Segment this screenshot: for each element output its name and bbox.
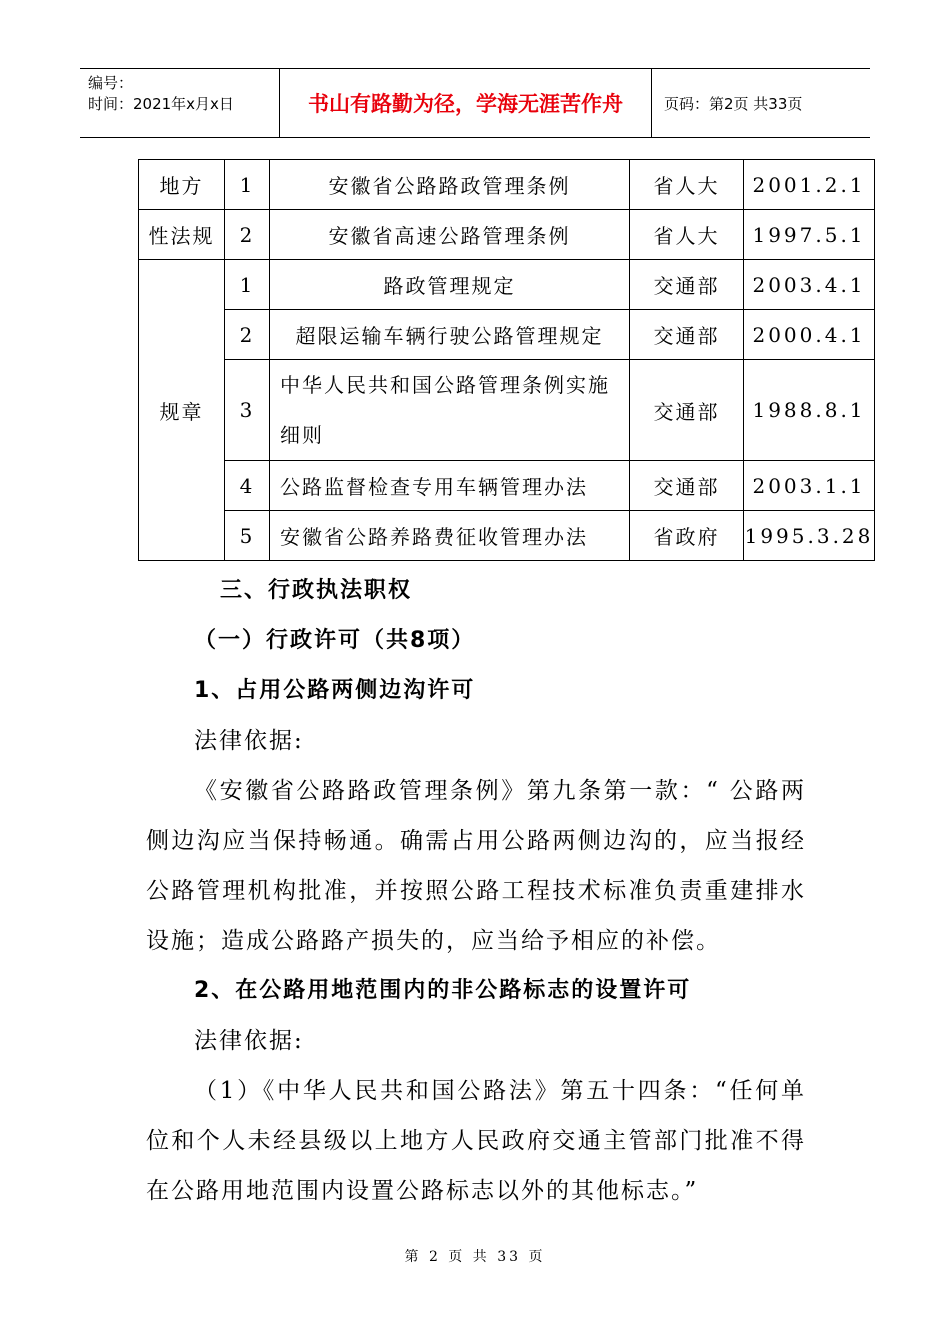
table-cell-category: 性法规 bbox=[139, 210, 225, 260]
item-paragraph-1: 《安徽省公路路政管理条例》第九条第一款：“ 公路两侧边沟应当保持畅通。确需占用公路两侧边沟的，应当报经公路管理机构批准，并按照公路工程技术标准负责重建排水设施；造成公路路产损失的，应当给予相应的补偿。 bbox=[146, 778, 806, 954]
table-row bbox=[139, 360, 875, 461]
legal-basis-label-1: 法律依据: bbox=[194, 728, 304, 754]
table-cell-number: 5 bbox=[225, 511, 270, 561]
regulation-table bbox=[138, 159, 875, 561]
table-row bbox=[139, 160, 875, 210]
table-cell-name: 路政管理规定 bbox=[270, 260, 630, 310]
table-cell-date: 2003.4.1 bbox=[744, 260, 875, 310]
header-motto: 书山有路勤为径，学海无涯苦作舟 bbox=[280, 69, 652, 137]
table-cell-issuer: 省人大 bbox=[630, 160, 744, 210]
table-cell-issuer: 交通部 bbox=[630, 310, 744, 360]
table-row bbox=[139, 461, 875, 511]
doc-time-label: 时间：2021年x月x日 bbox=[88, 95, 234, 113]
table-cell-date: 2001.2.1 bbox=[744, 160, 875, 210]
table-row bbox=[139, 260, 875, 310]
table-cell-issuer: 交通部 bbox=[630, 360, 744, 461]
table-cell-name: 安徽省高速公路管理条例 bbox=[270, 210, 630, 260]
table-cell-number: 4 bbox=[225, 461, 270, 511]
table-cell-date: 1988.8.1 bbox=[744, 360, 875, 461]
table-cell-name: 安徽省公路养路费征收管理办法 bbox=[270, 511, 630, 561]
table-cell-date: 2000.4.1 bbox=[744, 310, 875, 360]
page-header bbox=[80, 68, 870, 138]
table-cell-date: 2003.1.1 bbox=[744, 461, 875, 511]
table-cell-issuer: 省政府 bbox=[630, 511, 744, 561]
table-cell-name: 公路监督检查专用车辆管理办法 bbox=[270, 461, 630, 511]
table-cell-name: 安徽省公路路政管理条例 bbox=[270, 160, 630, 210]
item-heading-2: 2、在公路用地范围内的非公路标志的设置许可 bbox=[194, 978, 692, 1003]
header-meta bbox=[80, 69, 280, 137]
table-cell-date: 1995.3.28 bbox=[744, 511, 875, 561]
table-cell-name: 超限运输车辆行驶公路管理规定 bbox=[270, 310, 630, 360]
table-cell-name: 中华人民共和国公路管理条例实施细则 bbox=[270, 360, 630, 461]
doc-number-label: 编号： bbox=[88, 74, 134, 92]
table-cell-number: 1 bbox=[225, 260, 270, 310]
table-cell-issuer: 省人大 bbox=[630, 210, 744, 260]
subsection-heading: （一）行政许可（共8项） bbox=[194, 628, 476, 653]
table-row bbox=[139, 310, 875, 360]
item-paragraph-2: （1）《中华人民共和国公路法》第五十四条：“任何单位和个人未经县级以上地方人民政府交通主管部门批准不得在公路用地范围内设置公路标志以外的其他标志。” bbox=[146, 1078, 806, 1204]
header-page-info: 页码：第2页 共33页 bbox=[664, 94, 803, 113]
document-body bbox=[146, 566, 806, 1216]
table-cell-date: 1997.5.1 bbox=[744, 210, 875, 260]
table-cell-number: 2 bbox=[225, 310, 270, 360]
table-cell-category: 规章 bbox=[139, 260, 225, 561]
page-footer: 第 2 页 共 33 页 bbox=[404, 1249, 546, 1265]
table-cell-number: 2 bbox=[225, 210, 270, 260]
table-cell-issuer: 交通部 bbox=[630, 260, 744, 310]
table-row bbox=[139, 511, 875, 561]
legal-basis-label-2: 法律依据: bbox=[194, 1028, 304, 1054]
table-cell-number: 3 bbox=[225, 360, 270, 461]
table-cell-issuer: 交通部 bbox=[630, 461, 744, 511]
section-heading: 三、行政执法职权 bbox=[220, 578, 413, 603]
table-row bbox=[139, 210, 875, 260]
table-cell-number: 1 bbox=[225, 160, 270, 210]
item-heading-1: 1、占用公路两侧边沟许可 bbox=[194, 678, 476, 703]
table-cell-category: 地方 bbox=[139, 160, 225, 210]
